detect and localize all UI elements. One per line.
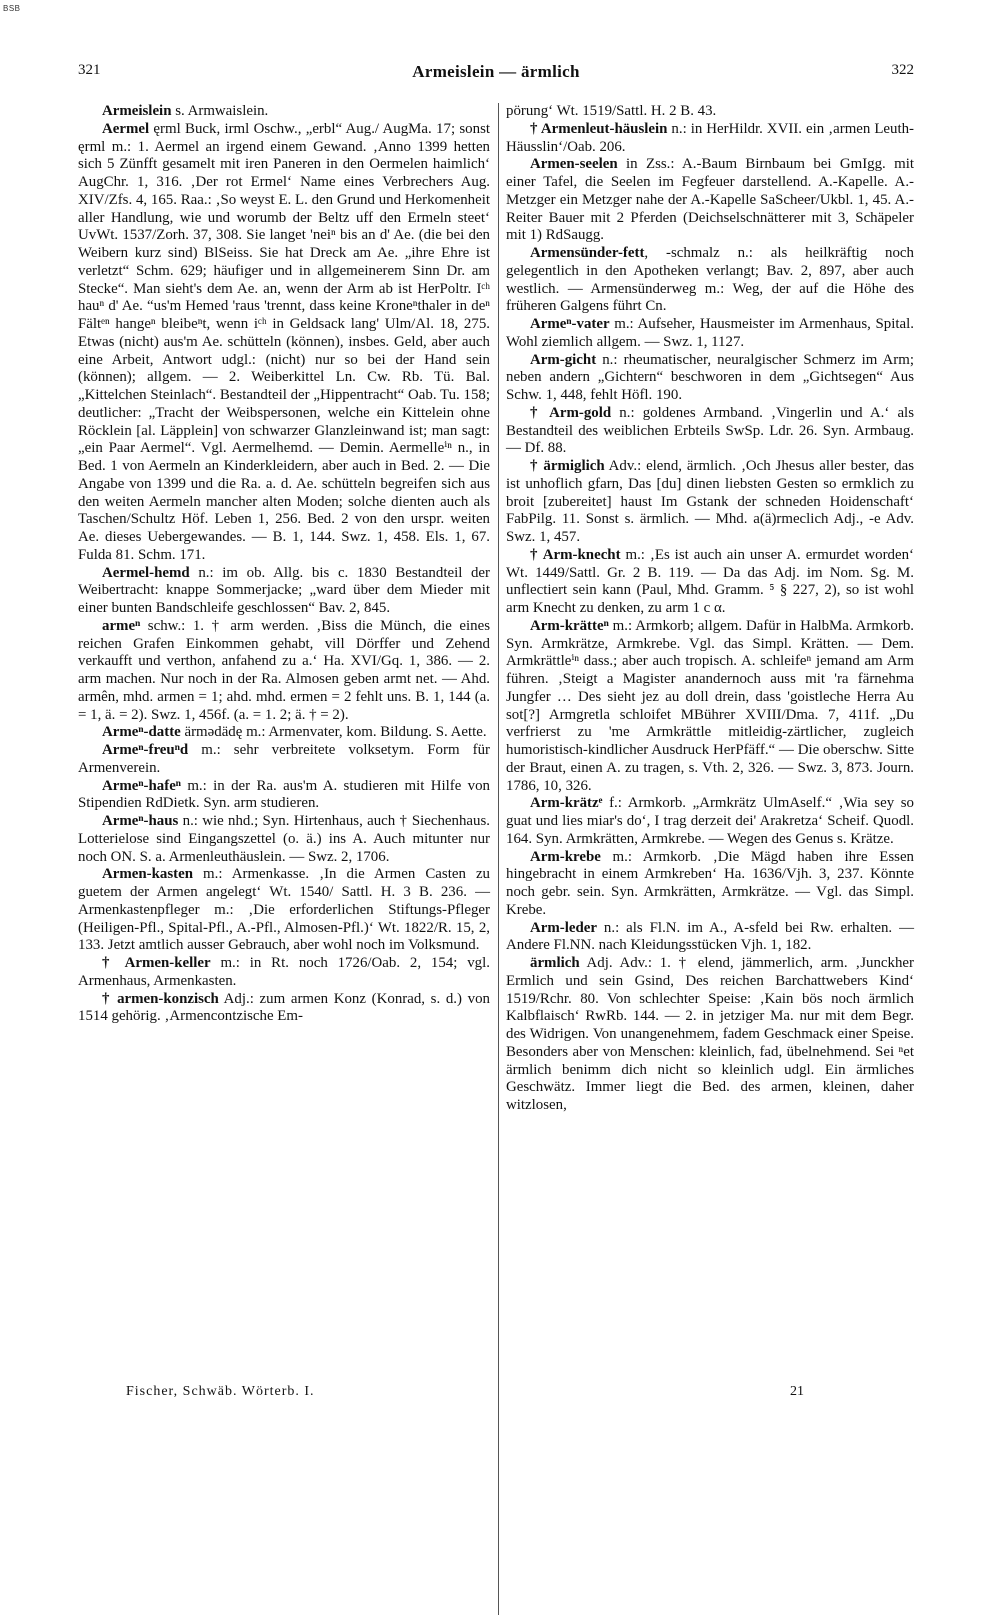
right-column (506, 103, 914, 1115)
entry-headword: ärmlich (530, 955, 580, 971)
entry-text: , -schmalz n.: als heilkräftig noch gelegentlich in den Apotheken verlangt; Bav. 2, 897, aber auch westlich. — Armensünderweg m.: Weg, der auf die Höhe des früheren Galgens führt Cn. (506, 245, 914, 315)
dictionary-entry (506, 547, 914, 618)
entry-headword: Armen-kasten (102, 866, 193, 883)
dictionary-entry (506, 316, 914, 352)
entry-headword: Armeⁿ-freuⁿd (102, 742, 189, 758)
entry-text: n.: rheumatischer, neuralgischer Schmerz im Arm; neben andern „Gichtern“ beschworen in dem „Gichtsegen“ Aus Schw. 1, 448, fehlt Höfl. 190. (506, 351, 914, 403)
dictionary-entry (78, 813, 490, 866)
dictionary-entry (506, 245, 914, 316)
column-divider (498, 103, 499, 1615)
entry-headword: Armeⁿ-haus (102, 813, 179, 829)
dictionary-entry (78, 955, 490, 991)
entry-headword: Arm-krebe (530, 848, 601, 865)
entry-headword: † Armenleut-häuslein (530, 120, 668, 137)
left-column (78, 103, 490, 1026)
entry-text: schw.: 1. † arm werden. ‚Biss die Münch, die eines reichen Grafen Einkommen gehabt, vill Dörffer und Zehend verkaufft und verthon, anfahend zu a.‘ Ha. XVI/Gq. 1, 386. — 2. arm machen. Nur noch in der Ra. Almosen geben armt net. — Ahd. armên, mhd. armen = 1; ahd. mhd. ermen = 2 fehlt uns. B. 1, 144 (a. = 1, ä. = 2). Swz. 1, 456f. (a. = 1. 2; ä. † = 2). (78, 617, 490, 723)
page-header (78, 62, 914, 88)
entry-text: m.: Aufseher, Hausmeister im Armenhaus, Spital. Wohl ziemlich allgem. — Swz. 1, 1127. (506, 316, 914, 350)
entry-text: m.: ‚Es ist auch ain unser A. ermurdet worden‘ Wt. 1449/Sattl. Gr. 2 B. 119. — Da das Adj. im Nom. Sg. M. unflectiert sein kann (Paul, Mhd. Gramm. ⁵ § 227, 2), so ist wohl arm Knecht zu denken, zu arm 1 c α. (506, 546, 915, 616)
entry-text: m.: in Rt. noch 1726/Oab. 2, 154; vgl. Armenhaus, Armenkasten. (78, 955, 490, 989)
entry-text: m.: in der Ra. aus'm A. studieren mit Hilfe von Stipendien RdDietk. Syn. arm studieren. (78, 777, 490, 812)
entry-text: n.: im ob. Allg. bis c. 1830 Bestandteil der Weibertracht: knappe Sommerjacke; „ward über dem Mieder mit einer bunten Bandschleife geschlossen“ Bav. 2, 845. (78, 564, 490, 616)
entry-headword: Arm-krätteⁿ (530, 617, 609, 634)
page-number-left: 321 (78, 62, 101, 78)
dictionary-entry (78, 724, 490, 742)
entry-text: s. Armwaislein. (171, 103, 269, 119)
entry-text: in Zss.: A.-Baum Birnbaum bei GmIgg. mit einer Tafel, die Seelen im Fegfeuer darstellend. A.-Kapelle. A.-Metzger ein Metzger nahe der A.-Kapelle SaScheer/Ukbl. 1, 45. A.-Reiter Bauer mit 2 Pferden (Deichselschnätterer mit 3, Schäpeler mit 1) RdSaugg. (506, 156, 914, 244)
dictionary-entry (78, 618, 490, 725)
dictionary-entry (506, 849, 914, 920)
entry-headword: † armen-konzisch (102, 990, 219, 1007)
entry-headword: † ärmiglich (530, 458, 605, 474)
dictionary-entry (78, 565, 490, 618)
entry-text: n.: in HerHildr. XVII. ein ‚armen Leuth-Häusslin‘/Oab. 206. (506, 120, 915, 155)
dictionary-entry (506, 352, 914, 405)
page-number-right: 322 (891, 62, 914, 78)
sheet-signature: Fischer, Schwäb. Wörterb. I. (126, 1384, 315, 1399)
entry-headword: † Arm-gold (530, 404, 612, 421)
entry-headword: Armeⁿ-hafeⁿ (102, 777, 181, 794)
entry-text: Adj.: zum armen Konz (Konrad, s. d.) von 1514 gehörig. ‚Armencontzische Em- (78, 990, 490, 1025)
dictionary-entry (506, 955, 914, 1115)
entry-text: ęrml Buck, irml Oschw., „erbl“ Aug./ AugMa. 17; sonst ęrml m.: 1. Aermel an irgend einem Gewand. ‚Anno 1399 hetten sich 5 Zünfft gesamelt mit iren Paneren in den Oermelen haimlich‘ AugChr. 1, 316. ‚Der rot Ermel‘ Name eines Verbrechers Aug. XIV/Zfs. 4, 165. Raa.: ‚So weyst E. L. den Grund und Herkomenheit aller Handlung, wie und worumb der Beltz uff den Ermeln steet‘ UvWt. 1537/Zorh. 37, 308. Sie langet 'neiⁿ bis an d' Ae. (die bei den Weibern kurz sind) BlSeiss. Sie hat Dreck am Ae. „ihre Ehre ist verletzt“ Schm. 629; häufiger und in allgemeinerem Sinn Dr. am Stecke“. Man sieht's dem Ae. an, wenn der Arm ab ist HerPoltr. Iᶜʰ hauⁿ d' Ae. “us'm Hemed 'raus 'trennt, dass keine Kroneⁿthaler in deⁿ Fältᵉⁿ hangeⁿ bleibeⁿt, wenn iᶜʰ in Geldsack lang' Ulm/Al. 18, 275. Etwas (nicht) aus'm Ae. schütteln (können), insbes. Geld, aber auch eine Arbeit, Antwort udgl.: (nicht) nur so bei der Hand sein (können); allgem. — 2. Weiberkittel Ln. Cw. Rb. Tü. Bal. „Kittelchen Steinlach“. Bestandteil der „Hippentracht“ Oab. Tu. 158; deutlicher: „Tracht der Weibspersonen, welche ein Kittelein ohne Röcklein [al. Läpplein] von schwarzer Glanzleinwand ist; man sagt: „ein Paar Aermel“. Vgl. Aermelhemd. — Demin. Aermelleⁱⁿ n., in Bed. 1 von Aermeln an Kinderkleidern, aber auch in Bed. 2. — Die Angabe von 1399 und die Ra. a. d. Ae. schütteln begreifen sich aus den weiten Aermeln mancher alten Moden; solche dienten auch als Taschen/Schultz Höf. Leben 1, 256. Bed. 2 von den urspr. weiten Ae. dieses Uebergewandes. — B. 1, 144. Swz. 1, 458. Els. 1, 67. Fulda 81. Schm. 171. (78, 120, 490, 563)
entry-headword: Aermel (102, 120, 150, 137)
dictionary-entry (506, 920, 914, 956)
entry-text: m.: sehr verbreitete volksetym. Form für Armenverein. (78, 742, 490, 776)
dictionary-entry (506, 405, 914, 458)
entry-headword: † Armen-keller (102, 955, 211, 971)
entry-text: ärmədädę m.: Armenvater, kom. Bildung. S. Aette. (180, 724, 487, 741)
entry-text: m.: Armkorb. ‚Die Mägd haben ihre Essen hingebracht in einem Armkreben‘ Ha. 1636/Vjh. 3, 237. Könnte noch gebr. sein. Syn. Armkrätten, Armkrätze. — Vgl. das Simpl. Krebe. (506, 848, 914, 918)
sheet-number: 21 (790, 1384, 804, 1399)
entry-headword: Armensünder-fett (530, 245, 645, 261)
entry-text: n.: goldenes Armband. ‚Vingerlin und A.‘ als Bestandteil des weiblichen Erbteils SwSp. Ldr. 26. Syn. Armbaug. — Df. 88. (506, 404, 914, 457)
entry-headword: Aermel-hemd (102, 564, 190, 581)
dictionary-entry (78, 121, 490, 565)
entry-text: m.: Armenkasse. ‚In die Armen Casten zu guetem der Armen angelegt‘ Wt. 1540/ Sattl. H. 3 B. 236. — Armenkastenpfleger m.: ‚Die erforderlichen Stiftungs-Pfleger (Heiligen-Pfl., Spital-Pfl., A.-Pfl., Almosen-Pfl.)‘ Wt. 1822/R. 15, 2, 133. Jetzt amtlich ausser Gebrauch, aber wohl noch im Volksmund. (78, 866, 490, 954)
dictionary-entry (78, 991, 490, 1027)
dictionary-entry (78, 742, 490, 778)
entry-headword: Armeⁿ-vater (530, 316, 610, 332)
dictionary-entry (506, 156, 914, 245)
dictionary-entry (506, 795, 914, 848)
dictionary-entry (78, 778, 490, 814)
library-stamp: BSB (3, 4, 21, 13)
entry-text: n.: wie nhd.; Syn. Hirtenhaus, auch † Siechenhaus. Lotterielose sind Eingangszettel (o. ä.) ins A. Auch mitunter nur noch ON. S. a. Armenleuthäuslein. — Swz. 2, 1706. (78, 813, 490, 865)
entry-headword: † Arm-knecht (530, 546, 621, 563)
entry-text: pörung‘ Wt. 1519/Sattl. H. 2 B. 43. (506, 103, 717, 119)
entry-headword: Arm-leder (530, 919, 597, 936)
dictionary-entry (506, 458, 914, 547)
entry-headword: armeⁿ (102, 617, 141, 634)
entry-text: Adj. Adv.: 1. † elend, jämmerlich, arm. ‚Junckher Ermlich und sein Gsind, Des reichen Barchattwebers Kind‘ 1519/Rchr. 80. Von schlechter Speise: ‚Kain bös noch ärmlich Kalbflaisch‘ RwRb. 144. — 2. in jetziger Ma. nur mit dem Begr. des Widrigen. Von unangenehmem, fadem Geschmack einer Speise. Besonders aber von Menschen: kleinlich, fad, übelnehmend. Sei ⁿet ärmlich benimm dich nicht so kleinlich udgl. Ein ärmliches Geschwätz. Immer liegt die Bed. des armen, kleinen, daher witzlosen, (506, 955, 914, 1113)
dictionary-entry (78, 866, 490, 955)
entry-headword: Armeislein (102, 103, 172, 119)
page-title: Armeislein — ärmlich (412, 62, 580, 81)
dictionary-entry (78, 103, 490, 121)
entry-text: f.: Armkorb. „Armkrätz UlmAself.“ ‚Wia sey so guat und lies miar's do‘, I trag derzeit dei' Arakretza‘ Scheif. Quodl. 164. Syn. Armkrätten, Armkrebe. — Wegen des Genus s. Krätze. (506, 795, 914, 847)
entry-headword: Armen-seelen (530, 156, 618, 173)
entry-headword: Armeⁿ-datte (102, 724, 181, 741)
entry-text: Adv.: elend, ärmlich. ‚Och Jhesus aller bester, das ist unhoflich gfarn, Das [du] dinen liebsten Gesten so ermklich zu broit [zubereitet] haust Im Gstank der schneden Hoidenschaft‘ FabPilg. 11. Sonst s. ärmlich. — Mhd. a(ä)rmeclich Adj., -e Adv. Swz. 1, 457. (506, 458, 914, 545)
dictionary-entry (506, 618, 914, 796)
entry-headword: Arm-krätzᵉ (530, 795, 603, 812)
dictionary-entry (506, 121, 914, 157)
entry-text: m.: Armkorb; allgem. Dafür in HalbMa. Armkorb. Syn. Armkrätze, Armkrebe. Vgl. das Simpl. Krätten. — Dem. Armkrättleⁱⁿ dass.; aber auch tropisch. A. schleifeⁿ jemand am Arm führen. ‚Steigt a Magister anandernoch auss mit 'ra färnehma Jungfer … Des sieht jez au doll drein, dass 'goistleche Herra Au sot[?] Armgretla schloifet MBührer XVIII/Dma. 7, 411f. „Du verfrierst zu 'me Armkrättle mitleidig-zärtlicher, zugleich humoristisch-kindlicher Ausdruck HerPfäff.“ — Die oberschw. Sitte der Braut, einen A. zu tragen, s. Vth. 2, 326. — Swz. 3, 873. Journ. 1786, 10, 326. (506, 617, 914, 794)
entry-text: n.: als Fl.N. im A., A-sfeld bei Rw. erhalten. — Andere Fl.NN. nach Kleidungsstücken Vjh. 1, 182. (506, 919, 914, 954)
entry-headword: Arm-gicht (530, 351, 597, 368)
dictionary-entry (506, 103, 914, 121)
